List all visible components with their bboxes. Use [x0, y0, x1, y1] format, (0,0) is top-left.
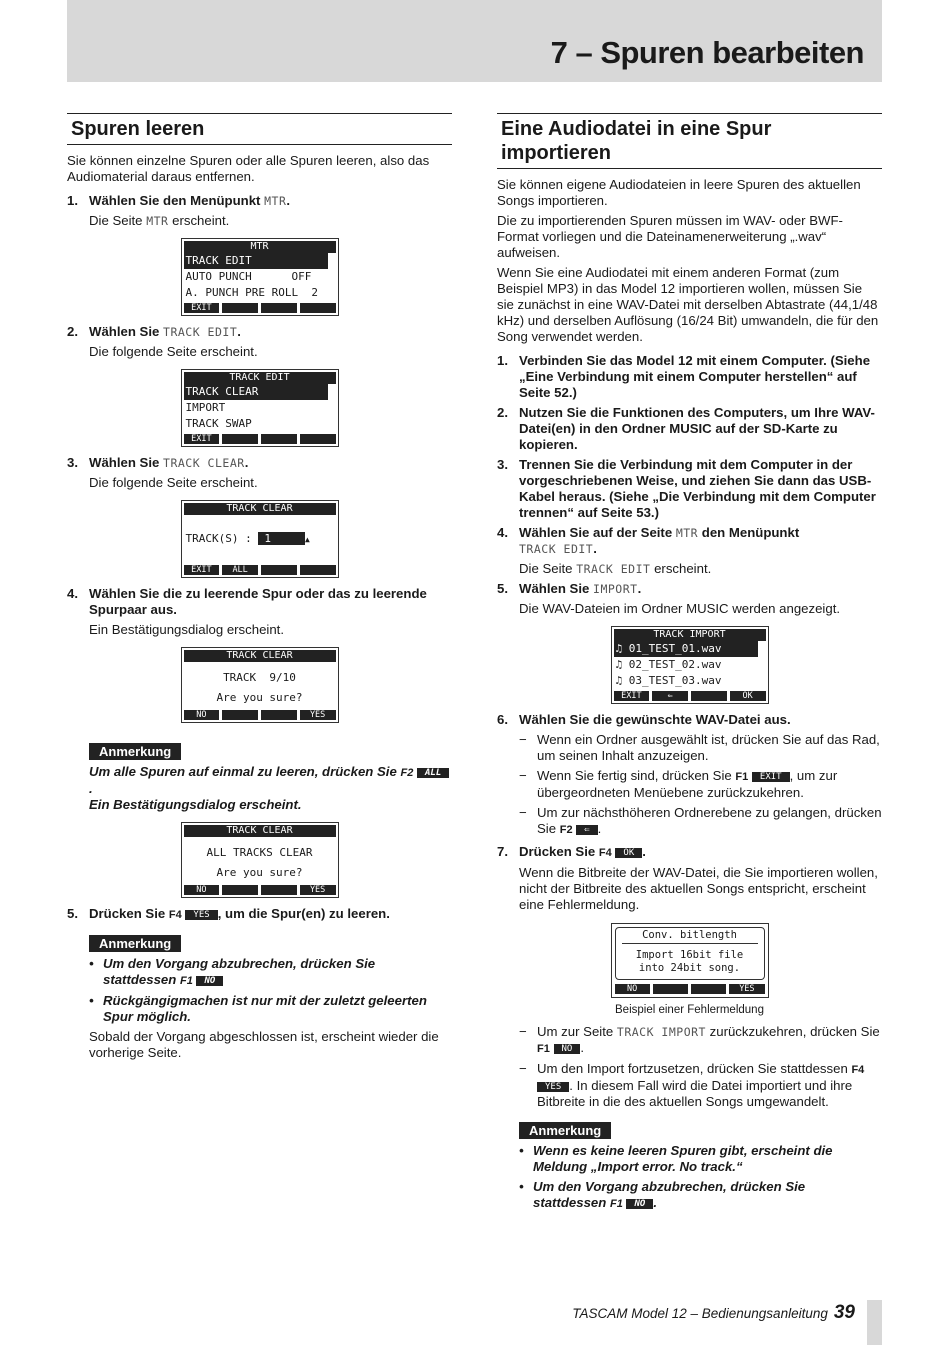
import-options: − Um zur Seite TRACK IMPORT zurückzukehren, drücken Sie F1 NO . − Um den Import fortzusetzen, drücken Sie stattdessen F4 YES . In diesem Fall wird die Datei importiert und ihre Bitbreite in die des aktuellen Songs umgewandelt.: [519, 1024, 882, 1110]
page-tab-marker: [867, 1300, 882, 1345]
step-2: 2. Nutzen Sie die Funktionen des Computers, um Ihre WAV-Datei(en) in den Ordner MUSIC auf der SD-Karte zu kopieren.: [497, 405, 875, 452]
step-7: 7. Drücken Sie F4 OK . Wenn die Bitbreite der WAV-Datei, die Sie importieren wollen, nicht der Bitbreite des aktuellen Songs entspricht, erscheint eine Fehlermeldung.: [497, 844, 878, 912]
note-list: • Um den Vorgang abzubrechen, drücken Sie stattdessen F1 NO • Rückgängigmachen ist nur mit der zuletzt geleerten Spur möglich. Sobald der Vorgang abgeschlossen ist, erscheint wieder die vorherige Seite.: [89, 956, 452, 1061]
step-5: 5. Wählen Sie IMPORT. Die WAV-Dateien im Ordner MUSIC werden angezeigt.: [497, 581, 841, 616]
step-1: 1. Verbinden Sie das Model 12 mit einem Computer. (Siehe „Eine Verbindung mit einem Computer herstellen“ auf Seite 52.): [497, 353, 871, 400]
lcd-track-clear-screen: TRACK CLEAR TRACK(S) : 1 ▲ EXIT ALL: [181, 500, 339, 578]
note-text: Um alle Spuren auf einmal zu leeren, drücken Sie F2 ALL. Ein Bestätigungsdialog erscheint.: [89, 764, 452, 813]
left-column: [67, 113, 452, 1061]
lcd-all-clear-screen: TRACK CLEAR ALL TRACKS CLEAR Are you sure? NO YES: [181, 822, 339, 898]
step-1: 1. Wählen Sie den Menüpunkt MTR. Die Seite MTR erscheint.: [67, 193, 291, 228]
section-title: Eine Audiodatei in eine Spur importieren: [497, 113, 882, 169]
chapter-header: [67, 0, 882, 82]
note-label: Anmerkung: [519, 1122, 611, 1139]
lcd-mtr-screen: MTR TRACK EDIT AUTO PUNCH OFF A. PUNCH PRE ROLL 2 EXIT: [181, 238, 339, 316]
note-label: Anmerkung: [89, 935, 181, 952]
right-column: Eine Audiodatei in eine Spur importieren Sie können eigene Audiodateien in leere Spuren des aktuellen Songs importieren. Die zu importierenden Spuren müssen im WAV- oder BWF-Format vorliegen und die Dateinamenerweiterung „.wav“ aufweisen. Wenn Sie eine Audiodatei mit einem anderen Format (zum Beispiel MP3) in das Model 12 importieren wollen, müssen Sie sie zunächst in eine WAV-Datei mit derselben Abtastrate (44,1/48 kHz) und derselben Auflösung (16/24 Bit) umwandeln, die für den Song verwendet werden. 1. Verbinden Sie das Model 12 mit einem Computer. (Siehe „Eine Verbindung mit einem Computer herstellen“ auf Seite 52.) 2. Nutzen Sie die Funktionen des Computers, um Ihre WAV-Datei(en) in den Ordner MUSIC auf der SD-Karte zu kopieren. 3. Trennen Sie die Verbindung mit dem Computer in der vorgeschriebenen Weise, und ziehen Sie dann das USB-Kabel heraus. (Siehe „Die Verbindung mit dem Computer trennen“ auf Seite 53.) 4. Wählen Sie auf der Seite MTR den Menüpunkt TRACK EDIT. Die Seite TRACK EDIT erscheint. 5. Wählen Sie IMPORT. Die WAV-Dateien im Ordner MUSIC werden angezeigt. TRACK IMPORT ♫ 01_TEST_01.wav ♫ 02_TEST_02.wav ♫ 03_TEST_03.wav EXIT ⇐ OK 6. Wählen Sie die gewünschte WAV-Datei aus. − Wenn ein Ordner ausgewählt ist, drücken Sie auf das Rad, um seinen Inhalt anzuzeigen. − Wenn Sie fertig sind, drücken Sie F1 EXIT , um zur übergeordneten Menüebene zurückzukehren. − Um zur nächsthöheren Ordnerebene zu gelangen, drücken Sie F2 ⇐ . 7. Drücken Sie F4 OK . Wenn die Bitbreite der WAV-Datei, die Sie importieren wollen, nicht der Bitbreite des aktuellen Songs entspricht, erscheint eine Fehlermeldung. Conv. bitlength Import 16bit file into 24bit song. NO YES Beispiel einer Fehlermeldung − Um zur Seite TRACK IMPORT zurückzukehren, drücken Sie F1 NO . − Um den Import fortzusetzen, drücken Sie stattdessen F4 YES . In diesem Fall wird die Datei importiert und ihre Bitbreite in die des aktuellen Songs umgewandelt. Anmerkung • Wenn es keine leeren Spuren gibt, erscheint die Meldung „Import error. No track.“ • Um den Vorgang abzubrechen, drücken Sie stattdessen F1 NO .: [497, 113, 882, 1212]
step-4: 4. Wählen Sie auf der Seite MTR den Menüpunkt TRACK EDIT. Die Seite TRACK EDIT erscheint.: [497, 525, 800, 576]
note-list: • Wenn es keine leeren Spuren gibt, erscheint die Meldung „Import error. No track.“ • Um den Vorgang abzubrechen, drücken Sie stattdessen F1 NO .: [519, 1143, 882, 1212]
lcd-error-screen: Conv. bitlength Import 16bit file into 24bit song. NO YES: [611, 923, 769, 998]
lcd-track-import-screen: TRACK IMPORT ♫ 01_TEST_01.wav ♫ 02_TEST_02.wav ♫ 03_TEST_03.wav EXIT ⇐ OK: [611, 626, 769, 704]
step-2: 2. Wählen Sie TRACK EDIT. Die folgende Seite erscheint.: [67, 324, 258, 359]
step-3: 3. Wählen Sie TRACK CLEAR. Die folgende Seite erscheint.: [67, 455, 258, 490]
step-3: 3. Trennen Sie die Verbindung mit dem Computer in der vorgeschriebenen Weise, und ziehen Sie dann das USB-Kabel heraus. (Siehe „Die Verbindung mit dem Computer trennen“ auf Seite 53.): [497, 457, 876, 520]
page-number: 39: [833, 1302, 855, 1323]
intro-text: Sie können einzelne Spuren oder alle Spuren leeren, also das Audiomaterial daraus entfernen.: [67, 153, 430, 184]
step-4: 4. Wählen Sie die zu leerende Spur oder das zu leerende Spurpaar aus. Ein Bestätigungsdialog erscheint.: [67, 586, 427, 637]
chapter-title: 7 – Spuren bearbeiten: [550, 35, 864, 70]
note-label: Anmerkung: [89, 743, 181, 760]
step-6: 6. Wählen Sie die gewünschte WAV-Datei aus. − Wenn ein Ordner ausgewählt ist, drücken Sie auf das Rad, um seinen Inhalt anzuzeigen. − Wenn Sie fertig sind, drücken Sie F1 EXIT , um zur übergeordneten Menüebene zurückzukehren. − Um zur nächsthöheren Ordnerebene zu gelangen, drücken Sie F2 ⇐ .: [497, 712, 882, 838]
step-5: 5. Drücken Sie F4 YES , um die Spur(en) zu leeren.: [67, 906, 390, 921]
lcd-confirm-screen: TRACK CLEAR TRACK 9/10 Are you sure? NO YES: [181, 647, 339, 723]
section-title: Spuren leeren: [67, 113, 452, 145]
figure-caption: Beispiel einer Fehlermeldung: [615, 1004, 764, 1016]
page-footer: TASCAM Model 12 – Bedienungsanleitung 39: [572, 1302, 855, 1323]
lcd-track-edit-screen: TRACK EDIT TRACK CLEAR IMPORT TRACK SWAP EXIT: [181, 369, 339, 447]
